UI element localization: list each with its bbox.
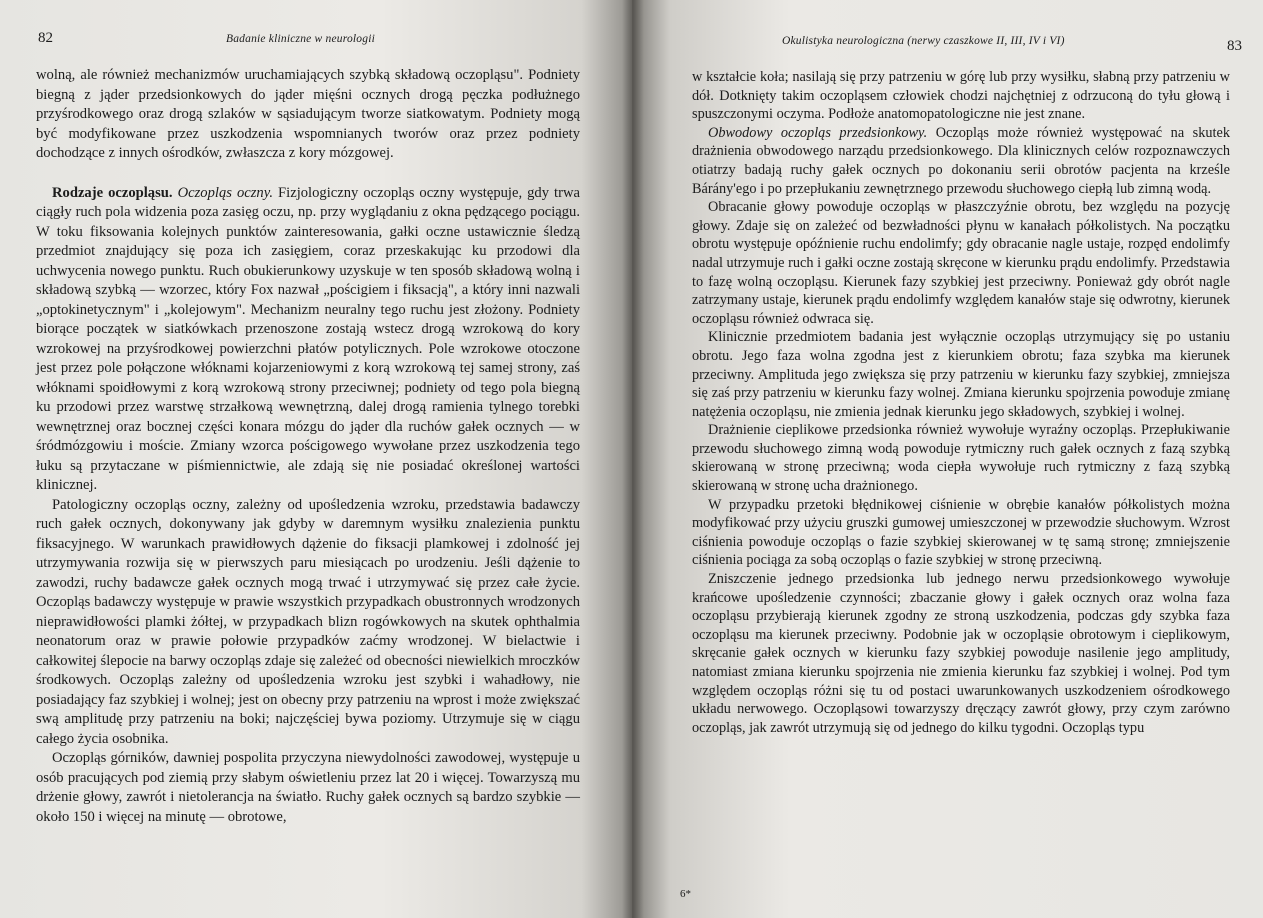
- signature-mark: 6*: [680, 888, 691, 900]
- paragraph-text: wolną, ale również mechanizmów uruchamiających szybką składową oczopląsu". Podniety biegną z jąder przedsionkowych do jąder mięśni ocznych drogą pęczka podłużnego przyśrodkowego oraz drogą szlaków w sąsiadującym tworze siatkowatym. Podniety mogą być modyfikowane przez uszkodzenia wspomnianych tworów oraz przez podniety dochodzące z innych ośrodków, zwłaszcza z kory mózgowej.: [36, 67, 580, 161]
- running-title: Okulistyka neurologiczna (nerwy czaszkowe II, III, IV i VI): [782, 35, 1065, 47]
- paragraph: [692, 68, 1230, 124]
- section-heading: Rodzaje oczopląsu.: [52, 184, 173, 201]
- paragraph-text: Patologiczny oczopląs oczny, zależny od upośledzenia wzroku, przedstawia badawczy ruch gałek ocznych, dokonywany jak gdyby w daremnym wysiłku znalezienia punktu fiksacyjnego. W warunkach prawidłowych dążenie do fiksacji plamkowej i zdolność jej utrzymywania rozwija się w pierwszych paru miesiącach po urodzeniu. Jeśli dążenie to zawodzi, ruchy badawcze gałek ocznych mogą trwać i utrzymywać się przez całe życie. Oczopląs badawczy występuje w prawie wszystkich przypadkach obustronnych wrodzonych nieprawidłowości plamki żółtej, w przypadkach blizn rogówkowych na skutek ophthalmia neonatorum oraz w prawie połowie przypadków zaćmy wrodzonej. W bielactwie i całkowitej ślepocie na barwy oczopląs zdaje się zależeć od obecności niewielkich mroczków środkowych. Oczopląs zależny od upośledzenia wzroku jest szybki i wahadłowy, nie posiadający faz szybkiej i wolnej; jest on obecny przy patrzeniu na wprost i może zwiększać swą amplitudę przy patrzeniu na boki; najczęściej bywa poziomy. Utrzymuje się w ciągu całego życia osobnika.: [36, 496, 580, 747]
- page-number: 83: [1227, 38, 1242, 54]
- paragraph-text: W przypadku przetoki błędnikowej ciśnienie w obrębie kanałów półkolistych można modyfikować przy użyciu gruszki gumowej umieszczonej w przewodzie słuchowym. Wzrost ciśnienia powoduje oczopląs o fazie szybkiej skierowanej w tę samą stronę; zmniejszenie ciśnienia pociąga za sobą oczopląs o fazie szybkiej w stronę przeciwną.: [692, 496, 1230, 569]
- paragraph-text: Klinicznie przedmiotem badania jest wyłącznie oczopląs utrzymujący się po ustaniu obrotu. Jego faza wolna zgodna jest z kierunkiem obrotu; faza szybka ma kierunek przeciwny. Amplituda jego zwiększa się przy patrzeniu w kierunku fazy szybkiej, zmniejsza się zaś przy patrzeniu w kierunku fazy wolnej. Zmiana kierunku spojrzenia powoduje zmianę natężenia oczopląsu, nie zmienia jednak kierunku jego składowych, szybkiej i wolnej.: [692, 329, 1230, 420]
- right-page-body: [692, 68, 1230, 737]
- paragraph: [692, 421, 1230, 495]
- left-page-body: [36, 66, 580, 827]
- paragraph: [692, 328, 1230, 421]
- paragraph: [36, 66, 580, 164]
- right-page: [632, 0, 1263, 918]
- paragraph: [36, 496, 580, 750]
- book-gutter-shadow: [622, 0, 644, 918]
- paragraph-text: w kształcie koła; nasilają się przy patrzeniu w górę lub przy wysiłku, słabną przy patrzeniu w dół. Dotknięty takim oczopląsem człowiek chodzi najchętniej z odrzuconą do tyłu głową i spuszczonymi oczyma. Podłoże anatomopatologiczne nie jest znane.: [692, 69, 1230, 123]
- paragraph: [692, 570, 1230, 737]
- subsection-heading: Obwodowy oczopląs przedsionkowy.: [708, 124, 928, 141]
- paragraph-text: Obracanie głowy powoduje oczopląs w płaszczyźnie obrotu, bez względu na pozycję głowy. Zdaje się on zależeć od bezwładności płynu w kanałach półkolistych. Na początku obrotu występuje opóźnienie ruchu endolimfy; gdy obracanie nagle ustaje, rozpęd endolimfy nadal utrzymuje ruch i gałki oczne zostają skręcone w kierunku prądu endolimfy. Przedstawia to fazę wolną oczopląsu. Kierunek fazy szybkiej jest przeciwny. Ponieważ gdy obrót nagle zatrzymany ustaje, kierunek prądu endolimfy względem kanałów staje się odwrotny, kierunek oczopląsu również odwraca się.: [692, 199, 1230, 327]
- paragraph-text: Fizjologiczny oczopląs oczny występuje, gdy trwa ciągły ruch pola widzenia poza zasięg oczu, np. przy wyglądaniu z okna pędzącego pociągu. W toku fiksowania kolejnych punktów zainteresowania, gałki oczne ustawicznie śledzą przedmiot znajdujący się poza ich zasięgiem, coraz przeskakując ku przodowi dla uchwycenia nowego punktu. Ruch obukierunkowy uzyskuje w ten sposób składową wolną i składową szybką — wzorzec, który Fox nazwał „pościgiem i fiksacją", a który inni nazwali „optokinetycznym" i „kolejowym". Mechanizm neuralny tego ruchu jest złożony. Podniety biorące początek w siatkówkach przenoszone zostają wstecz drogą wzrokową do kory wzrokowej na przyśrodkowej powierzchni płatów potylicznych. Pole wzrokowe otoczone jest przez pole połączone włóknami kojarzeniowymi z korą wzrokową tej samej strony, zaś włóknami spoidłowymi z korą wzrokową strony przeciwnej; podniety od tego pola biegną ku przodowi przez warstwę strzałkową wewnętrzną, dalej drogą ramienia tylnego torebki wewnętrznej oraz bocznej części konara mózgu do jąder dla ruchów gałek ocznych — w śródmózgowiu i moście. Zmiany wzorca pościgowego wywołane przez uszkodzenia tego łuku są przytaczane w piśmiennictwie, ale zdają się nie posiadać określonej wartości klinicznej.: [36, 184, 580, 493]
- paragraph-text: Drażnienie cieplikowe przedsionka również wywołuje wyraźny oczopląs. Przepłukiwanie przewodu słuchowego zimną wodą powoduje rytmiczny ruch gałek ocznych z fazą szybką skierowaną w stronę przeciwną; woda ciepła wywołuje ruch rytmiczny z fazą szybką skierowaną w stronę ucha drażnionego.: [692, 422, 1230, 495]
- running-title: Badanie kliniczne w neurologii: [226, 33, 375, 45]
- paragraph: [692, 198, 1230, 328]
- paragraph: [692, 124, 1230, 198]
- paragraph: [36, 749, 580, 827]
- paragraph: [36, 184, 580, 496]
- page-number: 82: [38, 30, 53, 46]
- paragraph-text: Oczopląs może również występować na skutek drażnienia obwodowego narządu przedsionkowego. Dla klinicznych celów rozpoznawczych otiatrzy badają ruchy gałek ocznych po dokonaniu serii obrotów pacjenta na krześle Bárány'ego i po przepłukaniu zewnętrznego przewodu słuchowego ciepłą lub zimną wodą.: [692, 124, 1231, 197]
- subsection-heading: Oczopląs oczny.: [177, 184, 274, 201]
- paragraph-text: Oczopląs górników, dawniej pospolita przyczyna niewydolności zawodowej, występuje u osób pracujących pod ziemią przy słabym oświetleniu przez lat 20 i więcej. Towarzyszą mu drżenie głowy, zawrót i nietolerancja na światło. Ruchy gałek ocznych są bardzo szybkie — około 150 i więcej na minutę — obrotowe,: [36, 750, 580, 825]
- paragraph: [692, 496, 1230, 570]
- paragraph-text: Zniszczenie jednego przedsionka lub jednego nerwu przedsionkowego wywołuje krańcowe upośledzenie czynności; zbaczanie głowy i gałek ocznych oraz wolna faza oczopląsu przybierają kierunek zgodny ze stroną uszkodzenia, podczas gdy szybka faza oczopląsu ma kierunek przeciwny. Podobnie jak w oczopląsie obrotowym i cieplikowym, skręcanie gałek ocznych w kierunku fazy szybkiej powoduje nasilenie jego amplitudy, natomiast zmiana kierunku spojrzenia nie zmienia kierunku faz szybkiej i wolnej. Pod tym względem oczopląs różni się tu od postaci uwarunkowanych uszkodzeniem ośrodkowego układu nerwowego. Oczopląsowi towarzyszy dręczący zawrót głowy, przy czym zarówno oczopląs, jak zawrót utrzymują się od jednego do kilku tygodni. Oczopląs typu: [692, 571, 1230, 736]
